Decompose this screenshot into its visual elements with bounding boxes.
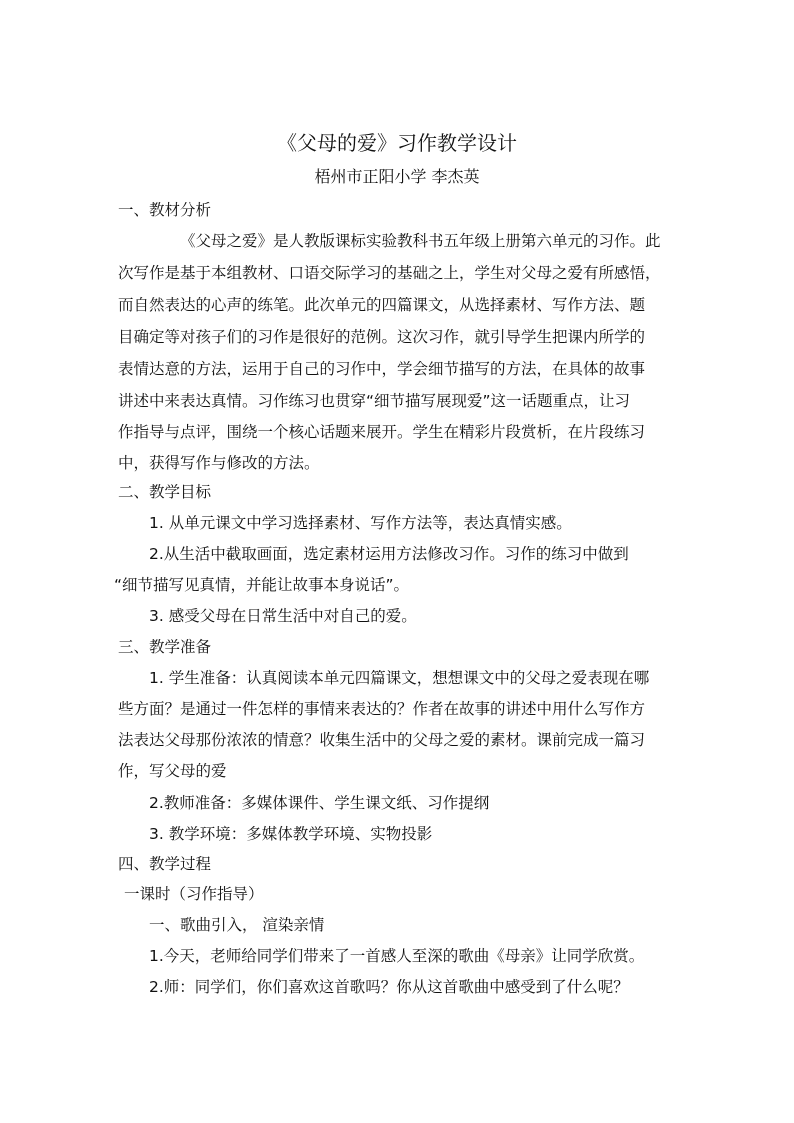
paragraph-line: 作指导与点评，围绕一个核心话题来展开。学生在精彩片段赏析，在片段练习 (118, 423, 646, 441)
objective-item-2: 2.从生活中截取画面，选定素材运用方法修改习作。习作的练习中做到 (149, 545, 629, 563)
objective-item-2-continued: “细节描写见真情，并能让故事本身说话”。 (114, 576, 410, 594)
objective-item-3: 3. 感受父母在日常生活中对自己的爱。 (149, 607, 417, 625)
paragraph-line: 表情达意的方法，运用于自己的习作中，学会细节描写的方法，在具体的故事 (118, 360, 646, 378)
subsection-heading: 一、歌曲引入， 渲染亲情 (149, 916, 325, 934)
preparation-item-3: 3. 教学环境：多媒体教学环境、实物投影 (149, 825, 433, 843)
objective-item-1: 1. 从单元课文中学习选择素材、写作方法等，表达真情实感。 (149, 514, 572, 532)
paragraph-line: 目确定等对孩子们的习作是很好的范例。这次习作，就引导学生把课内所学的 (118, 328, 646, 346)
paragraph-line: 中，获得写作与修改的方法。 (118, 454, 320, 472)
process-step-1: 1.今天，老师给同学们带来了一首感人至深的歌曲《母亲》让同学欣赏。 (149, 947, 645, 965)
paragraph-line: 些方面？是通过一件怎样的事情来表达的？作者在故事的讲述中用什么写作方 (118, 700, 646, 718)
paragraph-line: 而自然表达的心声的练笔。此次单元的四篇课文，从选择素材、写作方法、题 (118, 296, 646, 314)
section-heading-objectives: 二、教学目标 (118, 483, 212, 501)
paragraph-line: 《父母之爱》是人教版课标实验教科书五年级上册第六单元的习作。此 (180, 232, 661, 250)
lesson-label: 一课时（习作指导） (124, 885, 264, 903)
process-step-2: 2.师：同学们，你们喜欢这首歌吗？你从这首歌曲中感受到了什么呢？ (149, 978, 629, 996)
paragraph-line: 法表达父母那份浓浓的情意？收集生活中的父母之爱的素材。课前完成一篇习 (118, 731, 646, 749)
section-heading-process: 四、教学过程 (118, 855, 212, 873)
document-title: 《父母的爱》习作教学设计 (277, 131, 517, 155)
paragraph-line: 作，写父母的爱 (118, 762, 227, 780)
section-heading-materials: 一、教材分析 (118, 201, 212, 219)
preparation-item-1: 1. 学生准备：认真阅读本单元四篇课文，想想课文中的父母之爱表现在哪 (149, 669, 650, 687)
paragraph-line: 讲述中来表达真情。习作练习也贯穿“细节描写展现爱”这一话题重点，让习 (118, 392, 631, 410)
preparation-item-2: 2.教师准备：多媒体课件、学生课文纸、习作提纲 (149, 794, 490, 812)
document-author: 梧州市正阳小学 李杰英 (314, 167, 480, 186)
section-heading-preparation: 三、教学准备 (118, 638, 212, 656)
paragraph-line: 次写作是基于本组教材、口语交际学习的基础之上，学生对父母之爱有所感悟， (118, 264, 661, 282)
